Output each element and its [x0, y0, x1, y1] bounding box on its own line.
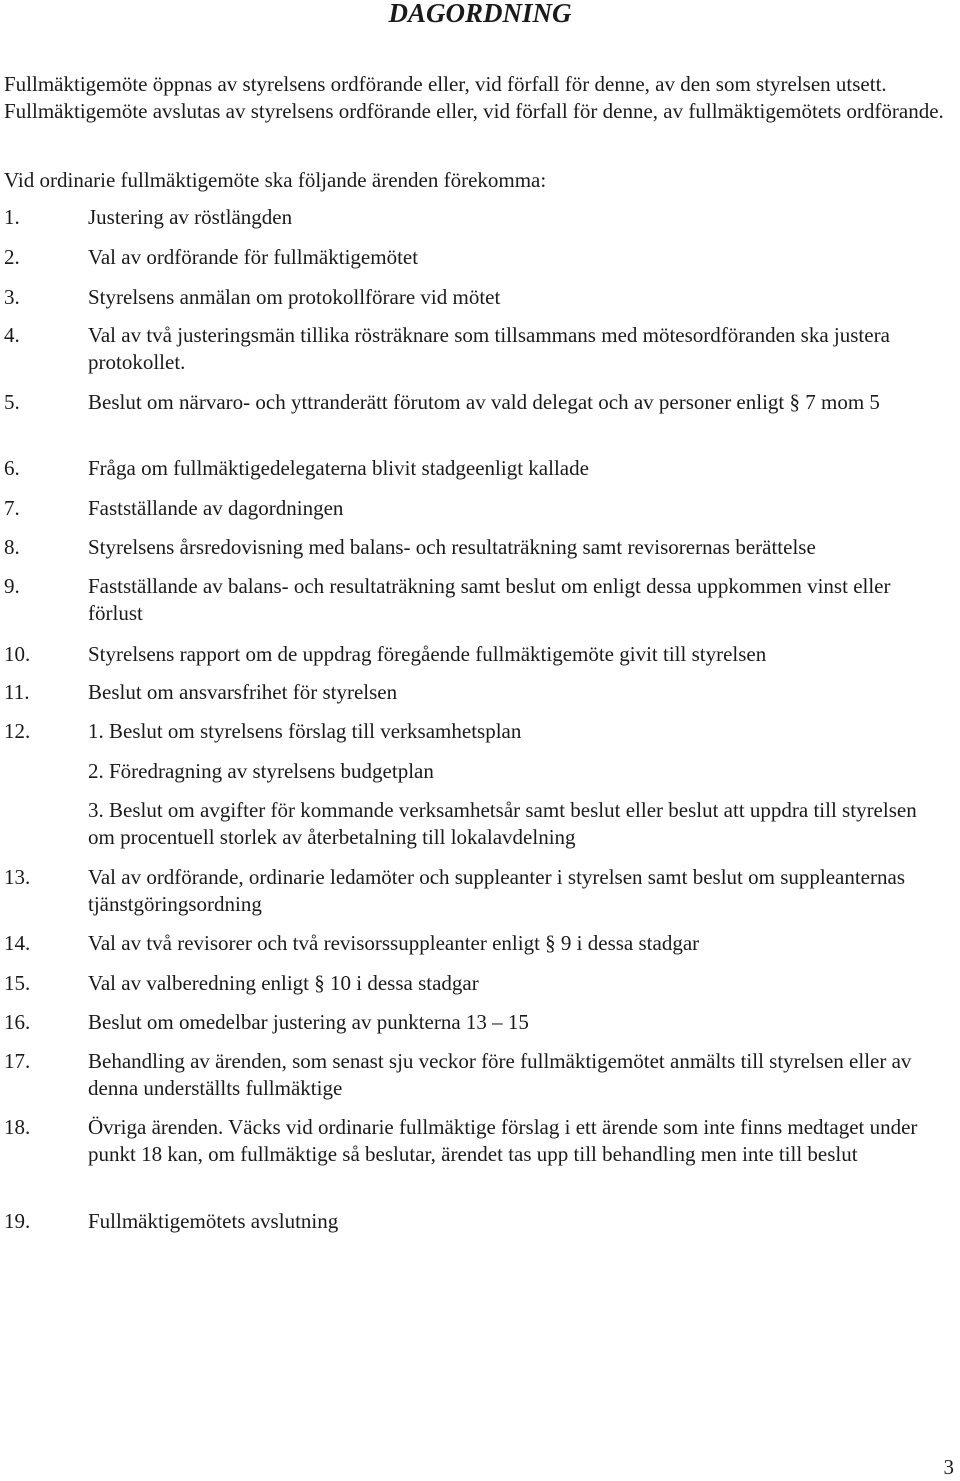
agenda-item: [4, 534, 944, 561]
item-text: Justering av röstlängden: [88, 205, 293, 229]
item-text: Fullmäktigemötets avslutning: [88, 1209, 339, 1233]
agenda-item: [4, 1048, 944, 1102]
item-text: Styrelsens årsredovisning med balans- och resultaträkning samt revisorernas berättelse: [88, 535, 816, 559]
item-text: Val av valberedning enligt § 10 i dessa stadgar: [88, 971, 479, 995]
agenda-item: [4, 1009, 944, 1036]
agenda-item: [4, 495, 944, 522]
item-number: 2.: [4, 245, 20, 269]
agenda-item: [4, 204, 944, 231]
item-text: Val av två justeringsmän tillika rösträknare som tillsammans med mötesordföranden ska justera protokollet.: [88, 323, 890, 374]
agenda-item: [4, 389, 944, 416]
agenda-item: [4, 573, 944, 627]
agenda-item: [4, 244, 944, 271]
item-number: 13.: [4, 865, 31, 889]
item-text: Beslut om ansvarsfrihet för styrelsen: [88, 680, 398, 704]
agenda-item: [4, 1208, 944, 1235]
agenda-item: [4, 641, 944, 668]
item-number: 4.: [4, 323, 20, 347]
item-number: 1.: [4, 205, 20, 229]
item-number: 15.: [4, 971, 31, 995]
document-title: DAGORDNING: [388, 0, 572, 28]
list-intro: Vid ordinarie fullmäktigemöte ska följande ärenden förekomma:: [4, 168, 547, 192]
item-number: 19.: [4, 1209, 31, 1233]
item-text: Val av ordförande, ordinarie ledamöter och suppleanter i styrelsen samt beslut om suppleanternas tjänstgöringsordning: [88, 865, 905, 916]
agenda-item: [4, 970, 944, 997]
agenda-item: [4, 322, 944, 376]
item-text: Val av ordförande för fullmäktigemötet: [88, 245, 419, 269]
intro-paragraph: Fullmäktigemöte öppnas av styrelsens ordförande eller, vid förfall för denne, av den som styrelsen utsett. Fullmäktigemöte avslutas av styrelsens ordförande eller, vid förfall för denne, av fullmäktigemötets ordförande.: [4, 72, 944, 123]
item-text: Styrelsens rapport om de uppdrag föregående fullmäktigemöte givit till styrelsen: [88, 642, 767, 666]
agenda-subitem: [4, 797, 944, 851]
item-text: Val av två revisorer och två revisorssuppleanter enligt § 9 i dessa stadgar: [88, 931, 700, 955]
item-number: 3.: [4, 285, 20, 309]
agenda-item: [4, 930, 944, 957]
agenda-item: [4, 864, 944, 918]
item-number: 12.: [4, 719, 31, 743]
item-number: 16.: [4, 1010, 31, 1034]
item-number: 10.: [4, 642, 31, 666]
item-number: 17.: [4, 1049, 31, 1073]
agenda-item: [4, 455, 944, 482]
page-number: 3: [943, 1455, 954, 1479]
item-text: Behandling av ärenden, som senast sju veckor före fullmäktigemötet anmälts till styrelsen eller av denna underställts fullmäktige: [88, 1049, 912, 1100]
item-text: 3. Beslut om avgifter för kommande verksamhetsår samt beslut eller beslut att uppdra till styrelsen om procentuell storlek av återbetalning till lokalavdelning: [88, 798, 917, 849]
item-number: 14.: [4, 931, 31, 955]
item-number: 18.: [4, 1115, 31, 1139]
agenda-item: [4, 718, 944, 745]
item-text: 2. Föredragning av styrelsens budgetplan: [88, 759, 434, 783]
item-text: Styrelsens anmälan om protokollförare vid mötet: [88, 285, 501, 309]
item-text: Övriga ärenden. Väcks vid ordinarie fullmäktige förslag i ett ärende som inte finns medtaget under punkt 18 kan, om fullmäktige så beslutar, ärendet tas upp till behandling men inte till beslut: [88, 1115, 918, 1166]
item-number: 6.: [4, 456, 20, 480]
agenda-item: [4, 284, 944, 311]
item-number: 7.: [4, 496, 20, 520]
item-text: Fastställande av balans- och resultaträkning samt beslut om enligt dessa uppkommen vinst eller förlust: [88, 574, 891, 625]
agenda-item: [4, 679, 944, 706]
agenda-item: [4, 1114, 944, 1168]
item-text: Fråga om fullmäktigedelegaterna blivit stadgeenligt kallade: [88, 456, 589, 480]
agenda-subitem: [4, 758, 944, 785]
item-text: 1. Beslut om styrelsens förslag till verksamhetsplan: [88, 719, 522, 743]
item-number: 5.: [4, 390, 20, 414]
item-number: 11.: [4, 680, 30, 704]
item-text: Beslut om omedelbar justering av punkterna 13 – 15: [88, 1010, 529, 1034]
item-text: Beslut om närvaro- och yttranderätt förutom av vald delegat och av personer enligt § 7 mom 5: [88, 390, 880, 414]
item-number: 8.: [4, 535, 20, 559]
item-text: Fastställande av dagordningen: [88, 496, 344, 520]
item-number: 9.: [4, 574, 20, 598]
